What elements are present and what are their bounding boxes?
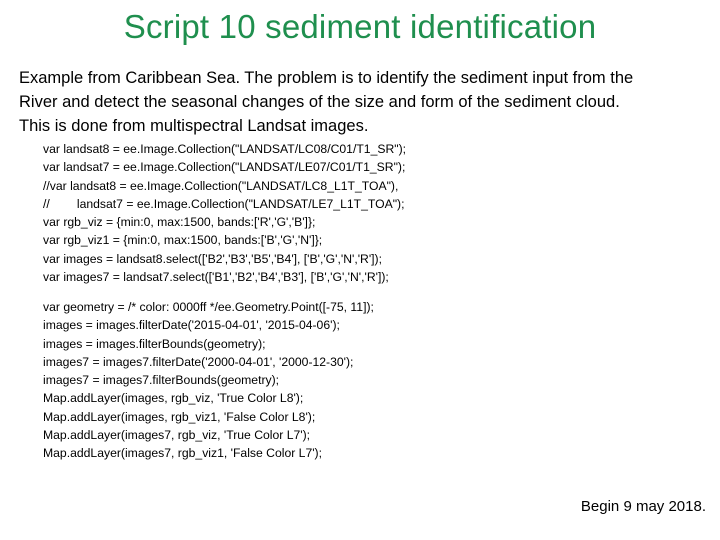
code-line: var images = landsat8.select(['B2','B3','B5','B4'], ['B','G','N','R']); xyxy=(43,251,383,266)
code-line: Map.addLayer(images7, rgb_viz1, 'False Color L7'); xyxy=(43,446,323,461)
code-block-filters xyxy=(43,298,703,463)
code-line: var geometry = /* color: 0000ff */ee.Geometry.Point([-75, 11]); xyxy=(43,300,374,314)
code-line: images7 = images7.filterDate('2000-04-01', '2000-12-30'); xyxy=(43,354,354,369)
code-line: var rgb_viz = {min:0, max:1500, bands:['R','G','B']}; xyxy=(43,215,316,230)
code-line: images = images.filterBounds(geometry); xyxy=(43,336,266,351)
intro-line: This is done from multispectral Landsat images. xyxy=(19,117,369,135)
intro-line: Example from Caribbean Sea. The problem is to identify the sediment input from the xyxy=(19,69,634,87)
code-line: var images7 = landsat7.select(['B1','B2','B4','B3'], ['B','G','N','R']); xyxy=(43,270,389,285)
code-line: // landsat7 = ee.Image.Collection("LANDSAT/LE7_L1T_TOA"); xyxy=(43,196,405,211)
code-line: Map.addLayer(images, rgb_viz, 'True Color L8'); xyxy=(43,391,304,406)
intro-line: River and detect the seasonal changes of the size and form of the sediment cloud. xyxy=(19,93,620,111)
slide-title: Script 10 sediment identification xyxy=(123,8,597,45)
code-line: //var landsat8 = ee.Image.Collection("LANDSAT/LC8_L1T_TOA"), xyxy=(43,178,399,193)
footer-date-note: Begin 9 may 2018. xyxy=(580,498,706,515)
code-line: Map.addLayer(images, rgb_viz1, 'False Color L8'); xyxy=(43,409,316,424)
code-line: var rgb_viz1 = {min:0, max:1500, bands:['B','G','N']}; xyxy=(43,233,323,248)
code-line: images = images.filterDate('2015-04-01', '2015-04-06'); xyxy=(43,318,340,333)
code-line: var landsat8 = ee.Image.Collection("LANDSAT/LC08/C01/T1_SR"); xyxy=(43,142,407,156)
code-line: Map.addLayer(images7, rgb_viz, 'True Color L7'); xyxy=(43,428,311,443)
code-line: images7 = images7.filterBounds(geometry); xyxy=(43,373,280,388)
code-block-collections xyxy=(43,140,703,286)
code-line: var landsat7 = ee.Image.Collection("LANDSAT/LE07/C01/T1_SR"); xyxy=(43,160,406,175)
intro-paragraph xyxy=(19,66,711,138)
